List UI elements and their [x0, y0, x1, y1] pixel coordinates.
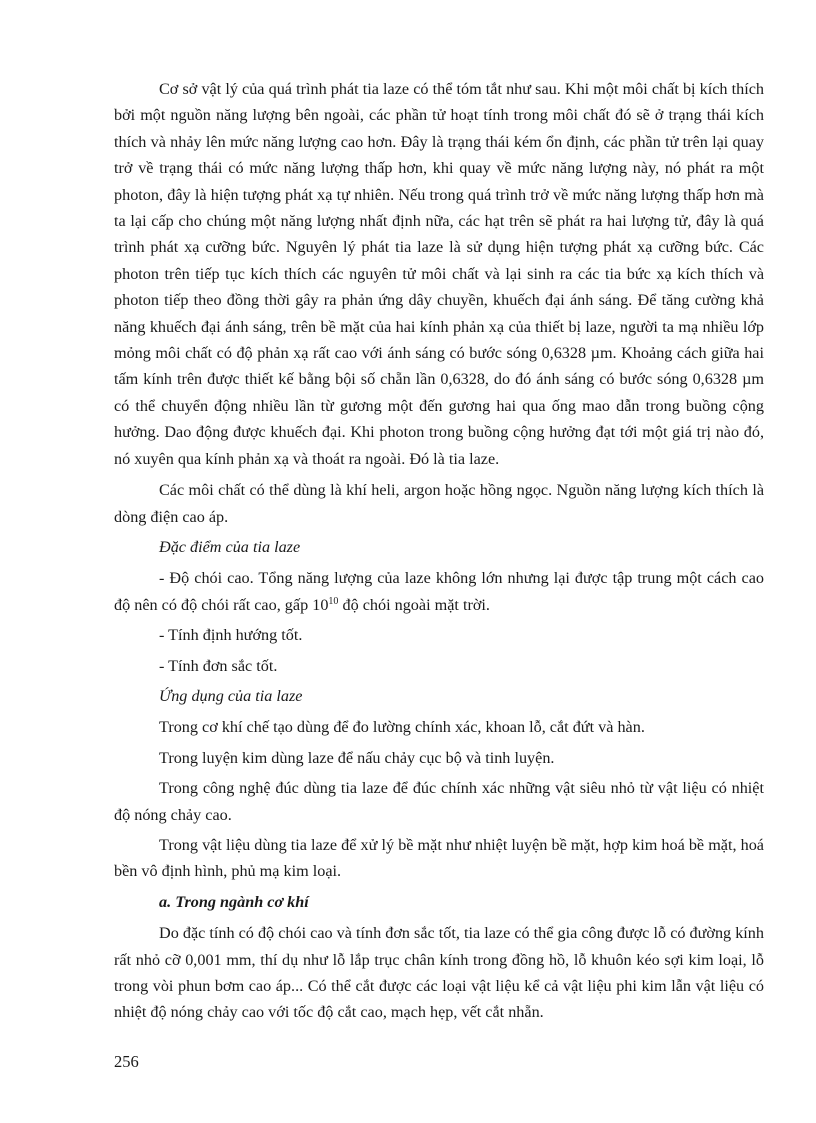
feature-directionality: - Tính định hướng tốt.: [159, 626, 303, 645]
feature-brightness-exponent: 10: [328, 595, 339, 607]
feature-brightness-base: 10: [312, 595, 329, 614]
feature-monochromatic: - Tính đơn sắc tốt.: [159, 656, 278, 675]
heading-features: Đặc điểm của tia laze: [159, 537, 301, 556]
application-casting: Trong công nghệ đúc dùng tia laze để đúc chính xác những vật siêu nhỏ từ vật liệu có nhiệt độ nóng chảy cao.: [114, 779, 764, 824]
feature-brightness-tail: độ chói ngoài mặt trời.: [338, 595, 490, 614]
application-metallurgy: Trong luyện kim dùng laze để nấu chảy cục bộ và tinh luyện.: [159, 748, 555, 767]
paragraph-laser-principle: Cơ sở vật lý của quá trình phát tia laze có thể tóm tắt như sau. Khi một môi chất bị kích thích bởi một nguồn năng lượng bên ngoài, các phần tử hoạt tính trong môi chất đó sẽ ở trạng thái kích thích và nhảy lên mức năng lượng cao hơn. Đây là trạng thái kém ổn định, các phần tử trên lại quay trở về trạng thái có mức năng lượng thấp hơn, khi quay về mức năng lượng này, nó phát ra một photon, đây là hiện tượng phát xạ tự nhiên. Nếu trong quá trình trở về mức năng lượng thấp hơn mà ta lại cấp cho chúng một năng lượng nhất định nữa, các hạt trên sẽ phát ra hai lượng tử, đây là quá trình phát xạ cưỡng bức. Nguyên lý phát tia laze là sử dụng hiện tượng phát xạ cưỡng bức. Các photon trên tiếp tục kích thích các nguyên tử môi chất và lại sinh ra các tia bức xạ kích thích và photon tiếp theo đồng thời gây ra phản ứng dây chuyền, khuếch đại ánh sáng. Để tăng cường khả năng khuếch đại ánh sáng, trên bề mặt của hai kính phản xạ của thiết bị laze, người ta mạ nhiều lớp mỏng môi chất có độ phản xạ rất cao với ánh sáng có bước sóng 0,6328 µm. Khoảng cách giữa hai tấm kính trên được thiết kế bằng bội số chẵn lần 0,6328, do đó ánh sáng có bước sóng 0,6328 µm có thể chuyển động nhiều lần từ gương một đến gương hai qua ống mao dẫn trong buồng cộng hưởng. Dao động được khuếch đại. Khi photon trong buồng cộng hưởng đạt tới một giá trị nào đó, nó xuyên qua kính phản xạ và thoát ra ngoài. Đó là tia laze.: [114, 80, 764, 468]
heading-applications: Ứng dụng của tia laze: [159, 686, 303, 705]
page-number: 256: [114, 1052, 139, 1071]
application-mechanical: Trong cơ khí chế tạo dùng để đo lường chính xác, khoan lỗ, cắt đứt và hàn.: [159, 718, 645, 737]
feature-brightness: [114, 565, 764, 618]
application-materials: Trong vật liệu dùng tia laze để xử lý bề mặt như nhiệt luyện bề mặt, hợp kim hoá bề mặt, hoá bền vô định hình, phủ mạ kim loại.: [114, 835, 764, 881]
feature-brightness-text: - Độ chói cao. Tổng năng lượng của laze không lớn nhưng lại được tập trung một cách cao độ nên có độ chói rất cao, gấp: [114, 569, 764, 614]
page-body: [114, 76, 764, 1031]
paragraph-mechanical: Do đặc tính có độ chói cao và tính đơn sắc tốt, tia laze có thể gia công được lỗ có đường kính rất nhỏ cỡ 0,001 mm, thí dụ như lỗ lắp trục chân kính trong đồng hồ, lỗ khuôn kéo sợi kim loại, lỗ trong vòi phun bơm cao áp... Có thể cắt được các loại vật liệu kể cả vật liệu phi kim lẫn vật liệu có nhiệt độ nóng chảy cao với tốc độ cắt cao, mạch hẹp, vết cắt nhẵn.: [114, 924, 764, 1022]
subheading-mechanical: a. Trong ngành cơ khí: [159, 892, 309, 911]
paragraph-media: Các môi chất có thể dùng là khí heli, argon hoặc hồng ngọc. Nguồn năng lượng kích thích là dòng điện cao áp.: [114, 481, 764, 526]
